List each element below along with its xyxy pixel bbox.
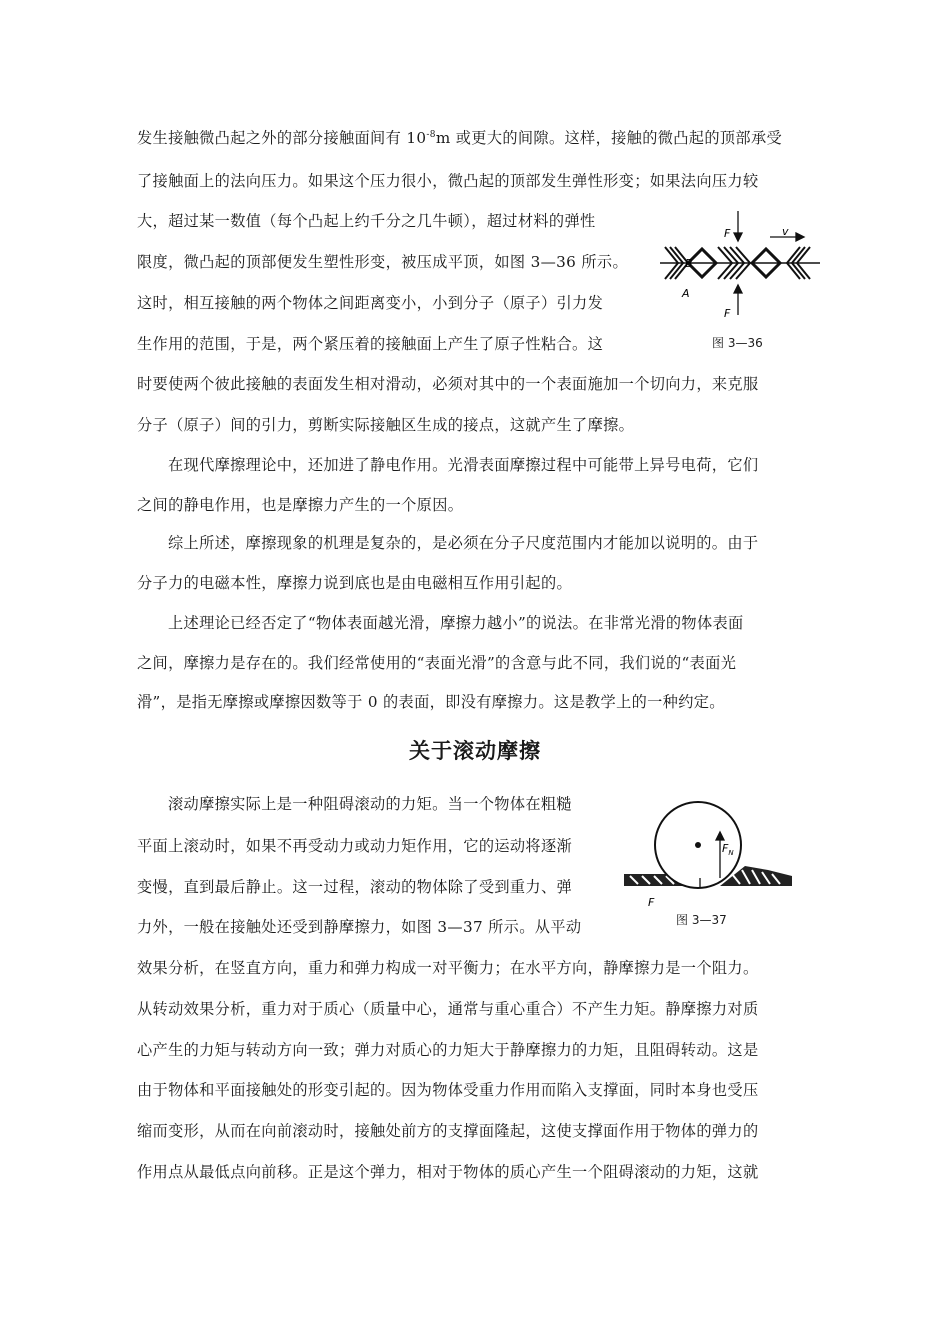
text-line <box>137 128 782 151</box>
force-arrow-up <box>734 285 742 315</box>
text-line: 由于物体和平面接触处的形变引起的。因为物体受重力作用而陷入支撑面，同时本身也受压 <box>137 1081 759 1099</box>
text-line: 在现代摩擦理论中，还加进了静电作用。光滑表面摩擦过程中可能带上异号电荷，它们 <box>168 456 759 474</box>
force-label-bottom: F <box>724 307 731 320</box>
friction-force-label: F <box>648 896 655 909</box>
figure-3-36 <box>660 205 820 325</box>
text-line: 大，超过某一数值（每个凸起上约千分之几牛顿），超过材料的弹性 <box>137 212 596 230</box>
text-line: 分子（原子）间的引力，剪断实际接触区生成的接点，这就产生了摩擦。 <box>137 416 635 434</box>
text-line: 心产生的力矩与转动方向一致；弹力对质心的力矩大于静摩擦力的力矩，且阻碍转动。这是 <box>137 1041 759 1059</box>
figure-caption: 图 3—37 <box>676 913 727 927</box>
center-of-mass <box>695 842 701 848</box>
text-line: 之间的静电作用，也是摩擦力产生的一个原因。 <box>137 496 464 514</box>
text-line: 平面上滚动时，如果不再受动力或动力矩作用，它的运动将逐渐 <box>137 837 573 855</box>
text-line: 了接触面上的法向压力。如果这个压力很小，微凸起的顶部发生弹性形变；如果法向压力较 <box>137 172 759 190</box>
text-line: 从转动效果分析，重力对于质心（质量中心，通常与重心重合）不产生力矩。静摩擦力对质 <box>137 1000 759 1018</box>
velocity-label: v <box>782 225 789 238</box>
text-line: 时要使两个彼此接触的表面发生相对滑动，必须对其中的一个表面施加一个切向力，来克服 <box>137 375 759 393</box>
text-line: 滑”，是指无摩擦或摩擦因数等于 0 的表面，即没有摩擦力。这是教学上的一种约定。 <box>137 693 725 711</box>
superscript-exponent: -8 <box>426 130 436 140</box>
body-label-b: B <box>685 257 693 270</box>
text-line: 缩而变形，从而在向前滚动时，接触处前方的支撑面隆起，这使支撑面作用于物体的弹力的 <box>137 1122 759 1140</box>
text-line: 限度，微凸起的顶部便发生塑性形变，被压成平顶，如图 3—36 所示。 <box>137 253 628 271</box>
text-line: 上述理论已经否定了“物体表面越光滑，摩擦力越小”的说法。在非常光滑的物体表面 <box>168 614 744 632</box>
text-line: 之间，摩擦力是存在的。我们经常使用的“表面光滑”的含意与此不同，我们说的“表面光 <box>137 654 737 672</box>
text-line: 这时，相互接触的两个物体之间距离变小，小到分子（原子）引力发 <box>137 294 604 312</box>
normal-force-label: $F_N$ <box>722 842 734 857</box>
section-title: 关于滚动摩擦 <box>409 739 541 763</box>
text-line: 分子力的电磁本性，摩擦力说到底也是由电磁相互作用引起的。 <box>137 574 573 592</box>
text-line: 作用点从最低点向前移。正是这个弹力，相对于物体的质心产生一个阻碍滚动的力矩，这就 <box>137 1163 759 1181</box>
force-arrow-down <box>734 211 742 241</box>
text-line: 滚动摩擦实际上是一种阻碍滚动的力矩。当一个物体在粗糙 <box>168 795 572 813</box>
text-line: 力外，一般在接触处还受到静摩擦力，如图 3—37 所示。从平动 <box>137 918 582 936</box>
text-segment: 发生接触微凸起之外的部分接触面间有 10 <box>137 129 427 147</box>
text-line: 变慢，直到最后静止。这一过程，滚动的物体除了受到重力、弹 <box>137 878 573 896</box>
figure-caption: 图 3—36 <box>712 336 763 350</box>
text-line: 综上所述，摩擦现象的机理是复杂的，是必须在分子尺度范围内才能加以说明的。由于 <box>168 534 759 552</box>
figure-3-37 <box>620 790 800 920</box>
contact-point-label: C <box>702 874 710 887</box>
force-label-top: F <box>724 227 731 240</box>
text-segment: m 或更大的间隙。这样，接触的微凸起的顶部承受 <box>435 129 783 147</box>
body-label-a: A <box>682 287 690 300</box>
text-line: 效果分析，在竖直方向，重力和弹力构成一对平衡力；在水平方向，静摩擦力是一个阻力。 <box>137 959 759 977</box>
text-line: 生作用的范围，于是，两个紧压着的接触面上产生了原子性粘合。这 <box>137 335 604 353</box>
